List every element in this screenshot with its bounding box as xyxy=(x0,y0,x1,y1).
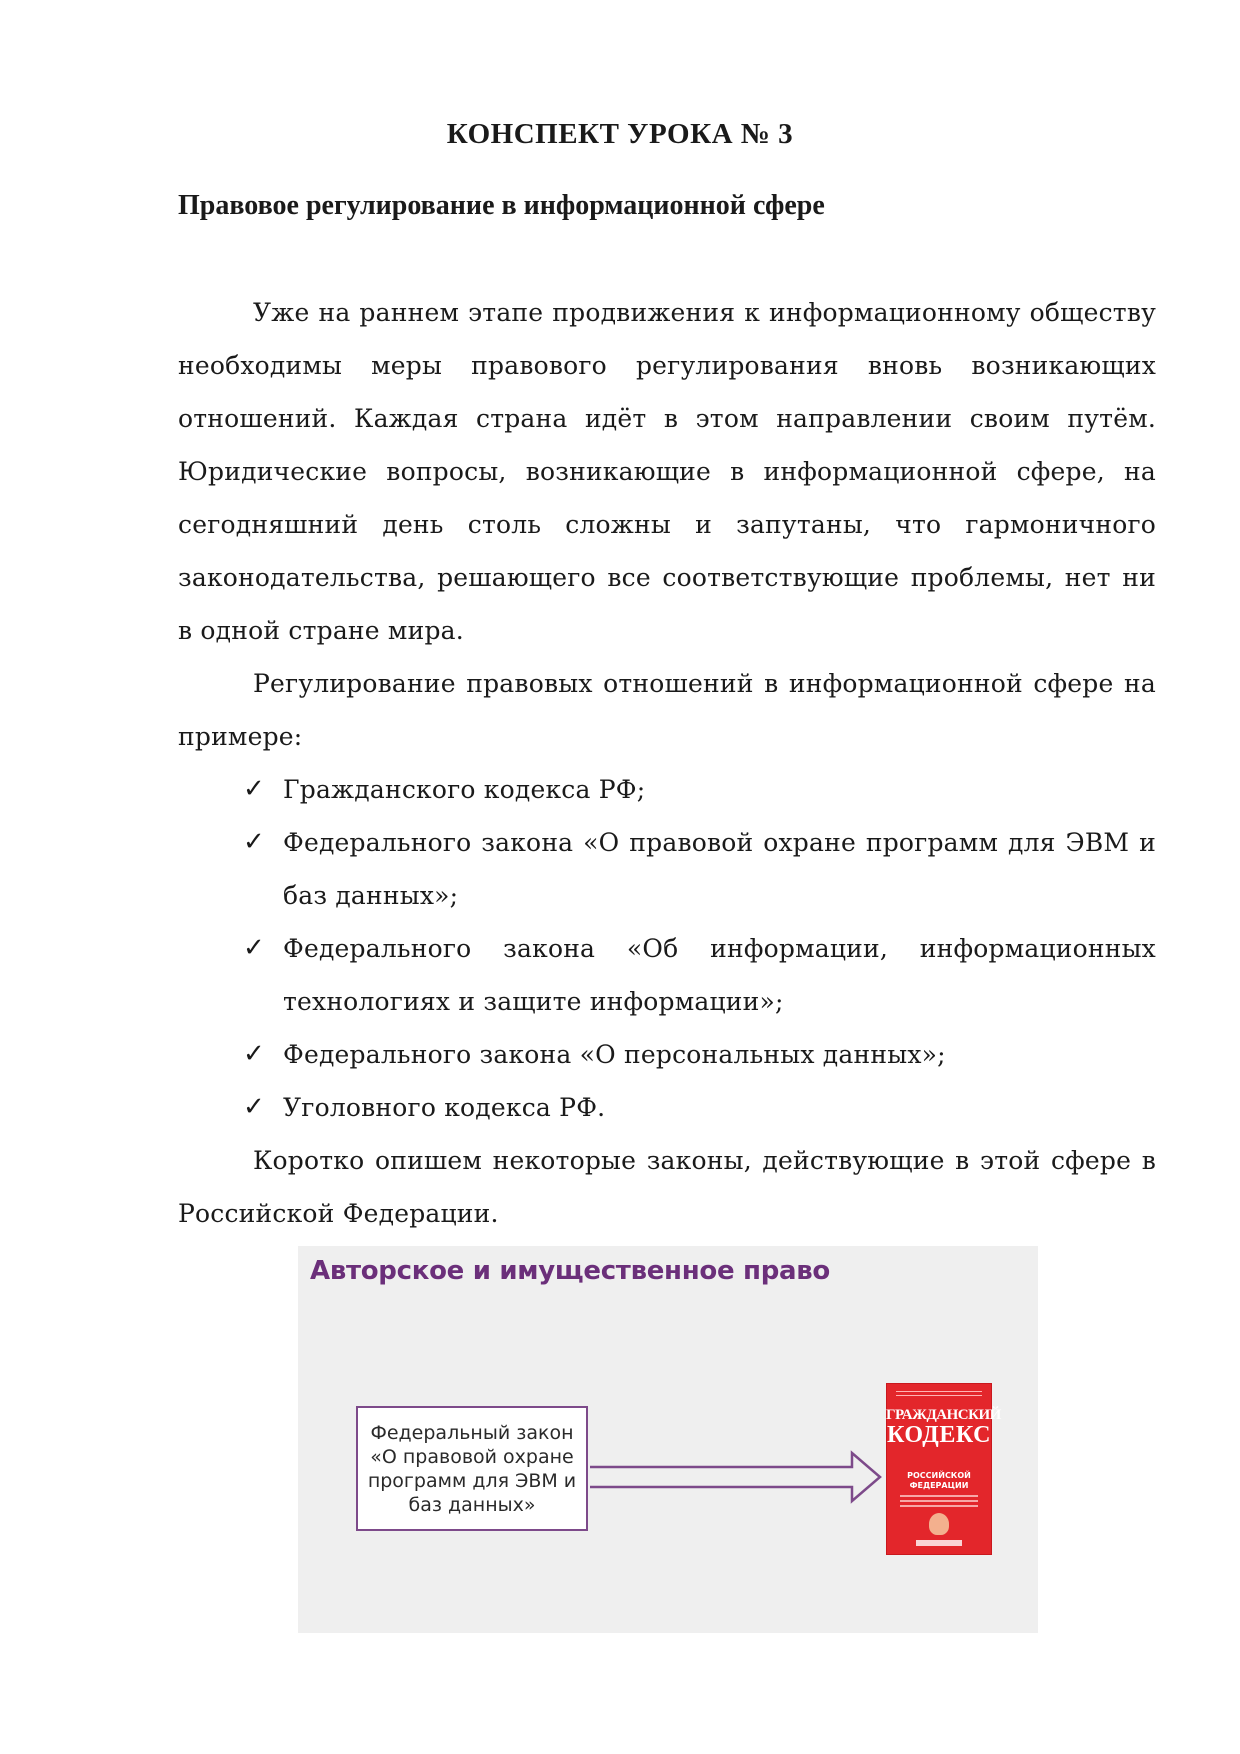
check-icon: ✓ xyxy=(243,933,265,963)
book-subtitle: РОССИЙСКОЙ ФЕДЕРАЦИИ xyxy=(907,1471,971,1490)
book-title: ГРАЖДАНСКИЙ КОДЕКС xyxy=(886,1407,1001,1448)
check-icon: ✓ xyxy=(243,1039,265,1069)
arrow-right-icon xyxy=(590,1449,882,1505)
check-icon: ✓ xyxy=(243,1092,265,1122)
list-item-text: Федерального закона «О правовой охране программ для ЭВМ и баз данных»; xyxy=(283,828,1156,910)
laws-list xyxy=(178,763,1156,1134)
coat-of-arms-icon xyxy=(929,1513,949,1535)
intro-paragraph: Уже на раннем этапе продвижения к информационному обществу необходимы меры правового регулирования вновь возникающих отношений. Каждая страна идёт в этом направлении своим путём. Юридические вопросы, возникающие в информационной сфере, на сегодняшний день столь сложны и запутаны, что гармоничного законодательства, решающего все соответствующие проблемы, нет ни в одной стране мира. xyxy=(178,298,1156,645)
law-box-line: программ для ЭВМ и xyxy=(367,1469,577,1492)
law-box xyxy=(356,1406,588,1531)
law-box-line: Федеральный закон xyxy=(370,1421,574,1444)
list-item xyxy=(178,816,1156,922)
closing-paragraph: Коротко опишем некоторые законы, действующие в этой сфере в Российской Федерации. xyxy=(178,1146,1156,1228)
law-box-line: «О правовой охране xyxy=(370,1445,574,1468)
check-icon: ✓ xyxy=(243,774,265,804)
law-box-line: баз данных» xyxy=(408,1493,536,1516)
list-item xyxy=(178,763,1156,816)
list-intro-paragraph: Регулирование правовых отношений в информационной сфере на примере: xyxy=(178,669,1156,751)
list-item-text: Гражданского кодекса РФ; xyxy=(283,775,646,804)
list-item xyxy=(178,1028,1156,1081)
list-item xyxy=(178,1081,1156,1134)
slide-title: Авторское и имущественное право xyxy=(310,1256,830,1286)
slide-figure xyxy=(298,1246,1038,1633)
list-item-text: Федерального закона «О персональных данных»; xyxy=(283,1040,946,1069)
page-title: КОНСПЕКТ УРОКА № 3 xyxy=(446,118,794,150)
section-subtitle: Правовое регулирование в информационной сфере xyxy=(178,190,825,221)
book-text-lines xyxy=(900,1495,978,1510)
civil-code-book-image xyxy=(886,1383,1001,1555)
check-icon: ✓ xyxy=(243,827,265,857)
list-item xyxy=(178,922,1156,1028)
list-item-text: Федерального закона «Об информации, информационных технологиях и защите информации»; xyxy=(283,934,1156,1016)
list-item-text: Уголовного кодекса РФ. xyxy=(283,1093,606,1122)
body-text xyxy=(178,286,1156,1240)
